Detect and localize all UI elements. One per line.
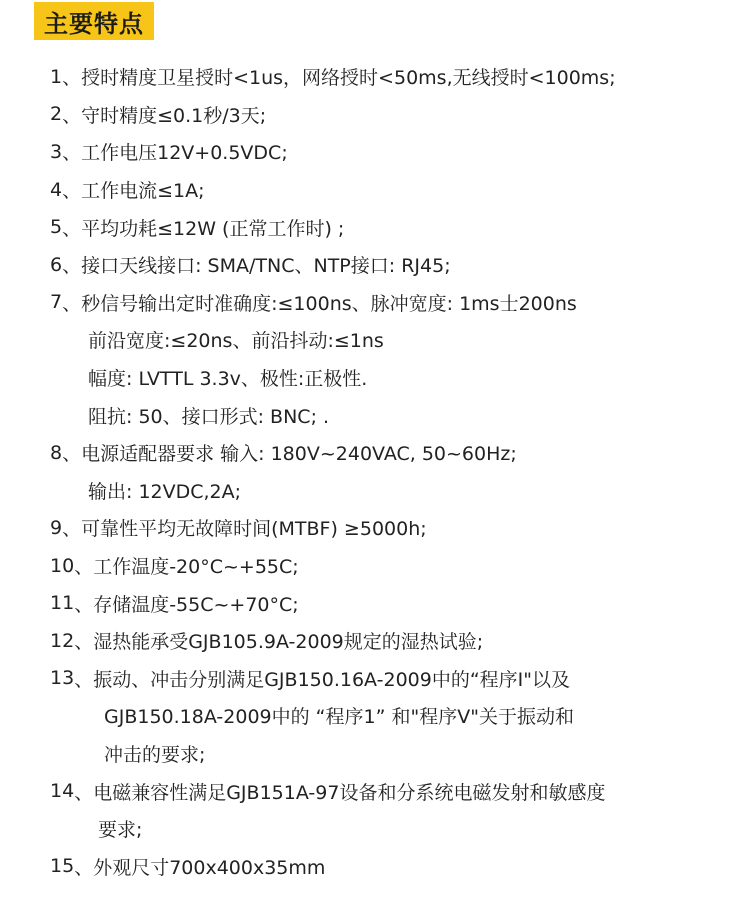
item-text: 外观尺寸700x400x35mm: [93, 856, 326, 879]
item-text: 工作电流≤1A;: [81, 180, 205, 203]
item-text: 电磁兼容性满足GJB151A-97设备和分系统电磁发射和敏感度: [93, 781, 606, 804]
item-number: 12: [50, 629, 75, 652]
item-separator: 、: [74, 631, 94, 654]
item-number: 4: [50, 178, 63, 201]
list-item-continuation: [50, 810, 740, 848]
item-separator: 、: [74, 556, 94, 579]
list-item: [50, 547, 740, 585]
item-number: 8: [50, 441, 63, 464]
item-text: 平均功耗≤12W (正常工作时) ;: [81, 217, 345, 240]
section-title-badge: [34, 2, 154, 40]
item-text: 工作温度-20°C~+55C;: [93, 556, 299, 579]
list-item: [50, 660, 740, 698]
item-number: 13: [50, 667, 75, 690]
item-separator: 、: [74, 856, 94, 879]
list-item: [50, 584, 740, 622]
list-item: [50, 208, 740, 246]
item-text: 阻抗: 50、接口形式: BNC; .: [88, 405, 330, 428]
list-item: [50, 96, 740, 134]
item-separator: 、: [74, 781, 94, 804]
section-title: 主要特点: [44, 9, 144, 38]
list-item: [50, 133, 740, 171]
item-separator: 、: [62, 255, 82, 278]
list-item: [50, 847, 740, 885]
item-text: 存储温度-55C~+70°C;: [93, 593, 299, 616]
item-text: 电源适配器要求 输入: 180V~240VAC, 50~60Hz;: [81, 443, 517, 466]
item-separator: 、: [62, 443, 82, 466]
list-item-continuation: [50, 735, 740, 773]
list-item-continuation: [50, 359, 740, 397]
item-separator: 、: [74, 593, 94, 616]
item-text: 冲击的要求;: [104, 743, 206, 766]
list-item: [50, 246, 740, 284]
item-text: 守时精度≤0.1秒/3天;: [81, 104, 267, 127]
list-item: [50, 58, 740, 96]
item-number: 14: [50, 780, 75, 803]
item-separator: 、: [62, 518, 82, 541]
item-text: 秒信号输出定时准确度:≤100ns、脉冲宽度: 1ms士200ns: [81, 292, 577, 315]
list-item: [50, 772, 740, 810]
item-separator: 、: [62, 104, 82, 127]
item-number: 11: [50, 592, 75, 615]
item-text: 接口天线接口: SMA/TNC、NTP接口: RJ45;: [81, 255, 451, 278]
list-item-continuation: [50, 396, 740, 434]
item-number: 7: [50, 291, 63, 314]
item-text: 可靠性平均无故障时间(MTBF) ≥5000h;: [81, 518, 427, 541]
item-text: 要求;: [98, 819, 143, 842]
list-item: [50, 171, 740, 209]
list-item: [50, 622, 740, 660]
list-item: [50, 434, 740, 472]
item-separator: 、: [62, 217, 82, 240]
item-text: 输出: 12VDC,2A;: [88, 480, 242, 503]
item-separator: 、: [62, 292, 82, 315]
item-separator: 、: [74, 668, 94, 691]
item-number: 10: [50, 554, 75, 577]
list-item-continuation: [50, 321, 740, 359]
list-item: [50, 509, 740, 547]
item-separator: 、: [62, 180, 82, 203]
item-text: 工作电压12V+0.5VDC;: [81, 142, 288, 165]
item-separator: 、: [62, 142, 82, 165]
item-text: 前沿宽度:≤20ns、前沿抖动:≤1ns: [88, 330, 384, 353]
item-number: 9: [50, 516, 63, 539]
list-item-continuation: [50, 697, 740, 735]
item-number: 6: [50, 253, 63, 276]
item-text: 幅度: LVTTL 3.3v、极性:正极性.: [88, 368, 368, 391]
item-number: 2: [50, 103, 63, 126]
list-item-continuation: [50, 472, 740, 510]
item-text: 振动、冲击分别满足GJB150.16A-2009中的“程序I"以及: [93, 668, 571, 691]
item-number: 15: [50, 855, 75, 878]
feature-list: [50, 58, 740, 885]
item-number: 5: [50, 216, 63, 239]
item-text: GJB150.18A-2009中的 “程序1” 和"程序V"关于振动和: [104, 706, 574, 729]
item-text: 湿热能承受GJB105.9A-2009规定的湿热试验;: [93, 631, 484, 654]
item-number: 1: [50, 65, 63, 88]
item-separator: 、: [62, 67, 82, 90]
item-text: 授时精度卫星授时<1us，网络授时<50ms,无线授时<100ms;: [81, 67, 616, 90]
list-item: [50, 284, 740, 322]
item-number: 3: [50, 140, 63, 163]
